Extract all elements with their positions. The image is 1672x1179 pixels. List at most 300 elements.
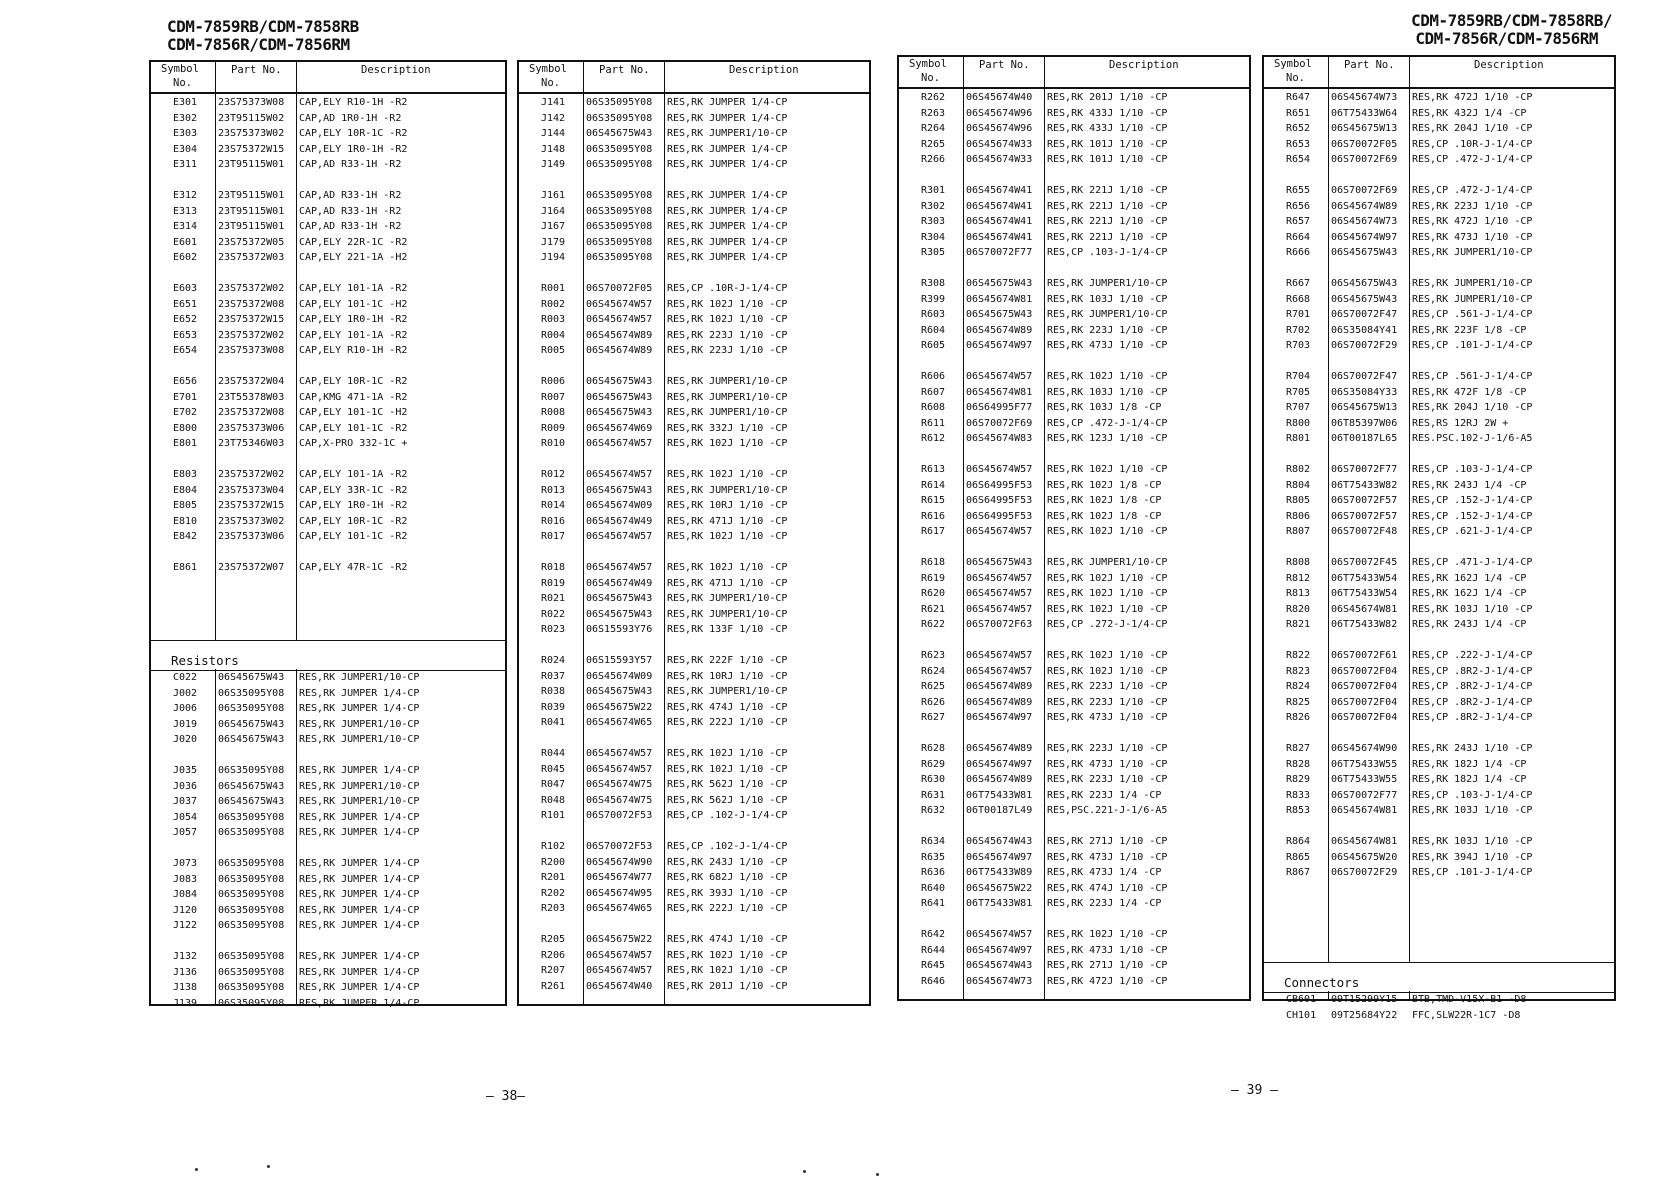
description-cell: RES,RK JUMPER1/10-CP — [1412, 278, 1533, 289]
symbol-cell: R305 — [921, 247, 946, 258]
part-no-cell: 06S45674W65 — [586, 717, 653, 728]
part-no-cell: 06S45674W89 — [1331, 200, 1398, 212]
description-cell: RES,RK 102J 1/10 -CP — [667, 531, 788, 542]
part-no-cell: 06S45674W57 — [586, 531, 653, 542]
description-cell: RES,RK 223J 1/4 -CP — [1047, 898, 1162, 909]
symbol-cell: R001 — [541, 283, 566, 294]
part-no-cell: 06S45674W81 — [1331, 836, 1398, 847]
table-row — [519, 577, 869, 593]
description-cell: RES,RK 472J 1/10 -CP — [1412, 216, 1533, 227]
description-cell: RES,RK JUMPER1/10-CP — [1047, 557, 1168, 568]
right-page-header — [1411, 12, 1612, 48]
description-cell: RES,RK 243J 1/10 -CP — [667, 856, 788, 868]
table-row — [151, 96, 505, 112]
table-row — [1264, 339, 1614, 355]
description-cell: RES,RK 102J 1/10 -CP — [1047, 572, 1168, 584]
description-cell: RES,RK 102J 1/10 -CP — [1047, 665, 1168, 677]
description-cell: RES,CP .10R-J-1/4-CP — [1412, 138, 1533, 150]
table-row — [1264, 308, 1614, 324]
description-cell: RES,RK JUMPER 1/4-CP — [299, 920, 420, 931]
symbol-cell: R018 — [541, 562, 566, 573]
description-cell: RES,RK 103J 1/10 -CP — [1047, 386, 1168, 398]
part-no-cell: 06S45674W83 — [966, 433, 1033, 444]
symbol-cell: R635 — [921, 851, 946, 863]
description-cell: RES,RK 10RJ 1/10 -CP — [667, 500, 788, 511]
part-no-cell: 23S75372W15 — [218, 500, 285, 511]
part-no-cell: 23S75373W02 — [218, 128, 285, 139]
part-no-cell: 06S45675W43 — [218, 734, 285, 745]
row-spacer — [899, 355, 1249, 371]
table-row — [899, 308, 1249, 324]
description-cell: RES,RK JUMPER 1/4-CP — [667, 159, 788, 170]
description-cell: RES,CP .102-J-1/4-CP — [667, 841, 788, 852]
symbol-cell: R003 — [541, 314, 566, 325]
description-cell: RES,RK 472F 1/8 -CP — [1412, 386, 1527, 398]
symbol-cell: R628 — [921, 743, 946, 754]
symbol-cell: E651 — [173, 298, 198, 310]
row-spacer — [151, 842, 505, 858]
symbol-cell: R265 — [921, 138, 946, 150]
part-no-cell: 06S45674W81 — [966, 386, 1033, 398]
symbol-cell: R864 — [1286, 836, 1311, 847]
table-row — [899, 773, 1249, 789]
table-row — [519, 856, 869, 872]
description-cell: RES,RK JUMPER 1/4-CP — [299, 811, 420, 823]
part-no-cell: 06S35095Y08 — [218, 982, 285, 993]
part-no-cell: 06T75433W82 — [1331, 619, 1398, 630]
table-row — [151, 561, 505, 577]
table-row — [899, 525, 1249, 541]
parts-table-3 — [897, 55, 1251, 1001]
part-no-cell: 23T55378W03 — [218, 391, 285, 403]
description-cell: RES,CP .471-J-1/4-CP — [1412, 557, 1533, 568]
part-no-cell: 23S75372W02 — [218, 329, 285, 341]
part-no-cell: 06S45674W43 — [966, 960, 1033, 971]
part-no-cell: 23S75373W08 — [218, 345, 285, 356]
description-cell: RES,RK JUMPER1/10-CP — [667, 484, 788, 496]
symbol-cell: R824 — [1286, 681, 1311, 692]
part-no-cell: 06S45675W43 — [966, 557, 1033, 568]
part-no-cell: 06S45675W43 — [1331, 293, 1398, 305]
description-cell: RES,RK 103J 1/10 -CP — [1047, 293, 1168, 305]
table-row — [899, 897, 1249, 913]
symbol-cell: R009 — [541, 422, 566, 434]
part-no-cell: 06S70072F63 — [966, 619, 1033, 630]
description-cell: RES,RK 102J 1/10 -CP — [1047, 650, 1168, 661]
row-spacer — [519, 267, 869, 283]
description-cell: RES,RK 471J 1/10 -CP — [667, 577, 788, 589]
description-cell: CAP,ELY 33R-1C -R2 — [299, 484, 408, 496]
table-row — [899, 603, 1249, 619]
symbol-cell: R812 — [1286, 572, 1311, 584]
symbol-cell: R647 — [1286, 92, 1311, 103]
table-row — [899, 293, 1249, 309]
table-row — [899, 91, 1249, 107]
symbol-cell: J138 — [173, 982, 198, 993]
table-row — [151, 468, 505, 484]
table-row — [151, 515, 505, 531]
part-no-cell: 06S45674W57 — [966, 650, 1033, 661]
table-rows — [519, 96, 869, 995]
table-row — [151, 826, 505, 842]
symbol-cell: R200 — [541, 856, 566, 868]
symbol-cell: R604 — [921, 324, 946, 336]
description-cell: RES,RK 432J 1/4 -CP — [1412, 107, 1527, 119]
part-no-cell: 06S45674W57 — [586, 562, 653, 573]
symbol-cell: R623 — [921, 650, 946, 661]
table-row — [151, 919, 505, 935]
part-no-cell: 06S45674W41 — [966, 216, 1033, 227]
symbol-cell: R263 — [921, 107, 946, 119]
description-cell: RES,RK 473J 1/10 -CP — [1047, 712, 1168, 723]
description-cell: RES,RK 223J 1/10 -CP — [1047, 681, 1168, 692]
table-row — [1264, 463, 1614, 479]
description-cell: RES,RK JUMPER 1/4-CP — [667, 190, 788, 201]
symbol-cell: R017 — [541, 531, 566, 542]
symbol-cell: J139 — [173, 997, 198, 1009]
table-row — [519, 391, 869, 407]
table-row — [899, 246, 1249, 262]
description-cell: RES,RK 102J 1/10 -CP — [667, 748, 788, 759]
symbol-cell: J002 — [173, 687, 198, 699]
symbol-cell: J019 — [173, 718, 198, 730]
table-row — [151, 764, 505, 780]
table-row — [1264, 231, 1614, 247]
description-cell: RES,RK 223J 1/10 -CP — [1047, 696, 1168, 708]
part-no-cell: 06S35095Y08 — [218, 951, 285, 962]
table-row — [899, 882, 1249, 898]
part-no-cell: 23S75372W15 — [218, 314, 285, 325]
symbol-cell: E302 — [173, 112, 198, 124]
table-row — [151, 375, 505, 391]
table-row — [899, 665, 1249, 681]
symbol-cell: R005 — [541, 345, 566, 356]
description-cell: RES,RK 473J 1/10 -CP — [1047, 758, 1168, 770]
part-no-cell: 06S35095Y08 — [586, 221, 653, 232]
table-row — [899, 463, 1249, 479]
symbol-cell: R262 — [921, 92, 946, 103]
table-row — [151, 236, 505, 252]
table-row — [519, 701, 869, 717]
row-spacer — [151, 749, 505, 765]
part-no-cell: 23S75372W15 — [218, 143, 285, 155]
part-no-cell: 06T85397W06 — [1331, 417, 1398, 429]
description-cell: RES,RK 102J 1/10 -CP — [667, 949, 788, 961]
part-no-cell: 06S45675W43 — [586, 593, 653, 604]
symbol-cell: R655 — [1286, 185, 1311, 196]
table-row — [151, 950, 505, 966]
symbol-cell: J144 — [541, 128, 566, 139]
description-cell: CAP,ELY 101-1C -H2 — [299, 298, 408, 310]
table-row — [1264, 572, 1614, 588]
description-cell: RES,RK 102J 1/8 -CP — [1047, 479, 1162, 491]
symbol-cell: R621 — [921, 603, 946, 615]
symbol-cell: R301 — [921, 185, 946, 196]
part-no-cell: 06S45674W57 — [586, 748, 653, 759]
row-spacer — [899, 541, 1249, 557]
part-no-cell: 06S45675W43 — [586, 376, 653, 387]
part-no-cell: 06S45674W65 — [586, 903, 653, 914]
part-no-cell: 06S35095Y08 — [218, 687, 285, 699]
table-row — [899, 277, 1249, 293]
symbol-cell: R611 — [921, 417, 946, 429]
description-cell: RES,RK 221J 1/10 -CP — [1047, 216, 1168, 227]
table-row — [151, 873, 505, 889]
symbol-cell: R603 — [921, 309, 946, 320]
part-no-header: Part No. — [979, 59, 1030, 71]
part-no-header: Part No. — [231, 64, 282, 76]
page-number-left: — 38— — [486, 1089, 526, 1104]
symbol-cell: R302 — [921, 200, 946, 212]
part-no-cell: 06S70072F05 — [1331, 138, 1398, 150]
symbol-cell: R801 — [1286, 433, 1311, 444]
symbol-cell: R013 — [541, 484, 566, 496]
parts-table-4 — [1262, 55, 1616, 1021]
table-row — [1264, 680, 1614, 696]
table-row — [519, 763, 869, 779]
description-cell: RES,RK 473J 1/10 -CP — [1047, 944, 1168, 956]
part-no-cell: 06S70072F77 — [1331, 789, 1398, 801]
description-cell: RES,RK JUMPER 1/4-CP — [667, 112, 788, 124]
description-cell: CAP,KMG 471-1A -R2 — [299, 391, 408, 403]
description-cell: CAP,AD R33-1H -R2 — [299, 221, 402, 232]
description-cell: RES,RK 243J 1/4 -CP — [1412, 479, 1527, 491]
description-cell: RES,RK JUMPER 1/4-CP — [299, 703, 420, 714]
table-row — [151, 251, 505, 267]
column-header-row — [1264, 57, 1614, 89]
description-cell: RES,RK 471J 1/10 -CP — [667, 515, 788, 527]
table-row — [519, 484, 869, 500]
table-row — [899, 215, 1249, 231]
part-no-cell: 06T75433W81 — [966, 898, 1033, 909]
description-cell: RES,RK 474J 1/10 -CP — [1047, 882, 1168, 894]
description-cell: RES,RK 10RJ 1/10 -CP — [667, 670, 788, 682]
symbol-cell: R102 — [541, 841, 566, 852]
part-no-cell: 06S70072F04 — [1331, 696, 1398, 708]
table-row — [1264, 804, 1614, 820]
description-cell: RES,CP .8R2-J-1/4-CP — [1412, 681, 1533, 692]
part-no-cell: 06T75433W55 — [1331, 758, 1398, 770]
table-row — [151, 437, 505, 453]
symbol-cell: R805 — [1286, 495, 1311, 506]
row-spacer — [1264, 541, 1614, 557]
description-cell: RES,CP .103-J-1/4-CP — [1047, 247, 1168, 258]
table-row — [899, 417, 1249, 433]
part-no-cell: 06T75433W54 — [1331, 572, 1398, 584]
description-cell: RES,RK 223J 1/10 -CP — [667, 345, 788, 356]
description-cell: RES,CP .102-J-1/4-CP — [667, 810, 788, 821]
table-row — [519, 298, 869, 314]
table-row — [151, 282, 505, 298]
symbol-cell: J057 — [173, 827, 198, 838]
symbol-cell: E653 — [173, 329, 198, 341]
table-row — [1264, 618, 1614, 634]
table-row — [1264, 246, 1614, 262]
table-rows — [151, 96, 505, 577]
symbol-cell: R041 — [541, 717, 566, 728]
symbol-cell: R619 — [921, 572, 946, 584]
description-cell: RES,CP .621-J-1/4-CP — [1412, 526, 1533, 537]
description-cell: RES,RK 221J 1/10 -CP — [1047, 200, 1168, 212]
part-no-cell: 06S45674W57 — [966, 929, 1033, 940]
symbol-cell: R206 — [541, 949, 566, 961]
table-row — [519, 654, 869, 670]
table-row — [519, 344, 869, 360]
part-no-cell: 06S45674W97 — [966, 851, 1033, 863]
part-no-cell: 06S45675W43 — [1331, 247, 1398, 258]
symbol-cell: R853 — [1286, 805, 1311, 816]
left-header-line2: CDM-7856R/CDM-7856RM — [167, 35, 350, 54]
part-no-cell: 23S75372W05 — [218, 236, 285, 248]
symbol-cell: R022 — [541, 608, 566, 620]
table-row — [899, 944, 1249, 960]
table-row — [1264, 417, 1614, 433]
symbol-cell: E801 — [173, 438, 198, 449]
symbol-cell: R399 — [921, 293, 946, 305]
symbol-cell: CH101 — [1286, 1009, 1317, 1021]
symbol-cell: J035 — [173, 765, 198, 776]
table-row — [1264, 993, 1614, 1009]
description-cell: RES,RK JUMPER1/10-CP — [299, 734, 420, 745]
part-no-cell: 06S45674W89 — [586, 329, 653, 341]
symbol-cell: R826 — [1286, 712, 1311, 723]
symbol-cell: R012 — [541, 469, 566, 480]
symbol-cell: R808 — [1286, 557, 1311, 568]
symbol-cell: E602 — [173, 252, 198, 263]
part-no-cell: 06S70072F69 — [1331, 185, 1398, 196]
table-row — [1264, 432, 1614, 448]
table-row — [899, 324, 1249, 340]
table-row — [519, 871, 869, 887]
part-no-cell: 06S45674W40 — [966, 92, 1033, 103]
description-cell: CAP,ELY 1R0-1H -R2 — [299, 500, 408, 511]
table-row — [519, 251, 869, 267]
part-no-cell: 06S45674W57 — [966, 572, 1033, 584]
description-cell: RES,RK 472J 1/10 -CP — [1047, 975, 1168, 987]
description-cell: RES,RK 123J 1/10 -CP — [1047, 433, 1168, 444]
symbol-no-header: No. — [1286, 72, 1305, 84]
table-row — [899, 835, 1249, 851]
symbol-cell: J164 — [541, 205, 566, 217]
symbol-header: Symbol — [909, 58, 947, 70]
description-cell: RES,RK 102J 1/10 -CP — [667, 438, 788, 449]
part-no-cell: 06S70072F47 — [1331, 371, 1398, 382]
column-header-row — [151, 62, 505, 94]
symbol-cell: E601 — [173, 236, 198, 248]
table-row — [519, 747, 869, 763]
part-no-cell: 06S35095Y08 — [218, 873, 285, 885]
table-row — [899, 370, 1249, 386]
symbol-cell: J141 — [541, 97, 566, 108]
symbol-cell: E804 — [173, 484, 198, 496]
table-row — [899, 231, 1249, 247]
table-row — [1264, 324, 1614, 340]
table-row — [899, 975, 1249, 991]
description-cell: RES,RK JUMPER 1/4-CP — [299, 873, 420, 885]
description-cell: RES,RK 223F 1/8 -CP — [1412, 324, 1527, 336]
section-title: Resistors — [171, 653, 239, 668]
symbol-cell: R702 — [1286, 324, 1311, 336]
part-no-cell: 06S45674W69 — [586, 422, 653, 434]
description-cell: RES,RK JUMPER 1/4-CP — [299, 827, 420, 838]
part-no-cell: 06S15593Y76 — [586, 624, 653, 635]
row-spacer — [151, 935, 505, 951]
table-row — [151, 671, 505, 687]
description-cell: RES,CP .152-J-1/4-CP — [1412, 510, 1533, 522]
table-row — [1264, 370, 1614, 386]
part-no-cell: 06S35095Y08 — [586, 112, 653, 124]
table-row — [1264, 494, 1614, 510]
description-cell: RES,RK 223J 1/4 -CP — [1047, 789, 1162, 801]
table-row — [151, 422, 505, 438]
row-spacer — [899, 634, 1249, 650]
table-row — [151, 391, 505, 407]
description-cell: RES,RK 102J 1/8 -CP — [1047, 510, 1162, 522]
description-cell: BTB,TMD-V15X-B1 -D8 — [1412, 994, 1527, 1005]
table-row — [519, 422, 869, 438]
description-header: Description — [1109, 59, 1179, 71]
table-row — [519, 561, 869, 577]
part-no-cell: 06S70072F57 — [1331, 510, 1398, 522]
table-row — [519, 313, 869, 329]
table-row — [1264, 293, 1614, 309]
description-cell: RES,RK 103J 1/10 -CP — [1412, 805, 1533, 816]
symbol-header: Symbol — [1274, 58, 1312, 70]
symbol-cell: R606 — [921, 371, 946, 382]
part-no-cell: 06S35095Y08 — [218, 827, 285, 838]
symbol-cell: R656 — [1286, 200, 1311, 212]
table-row — [899, 153, 1249, 169]
description-cell: RES,RK 102J 1/10 -CP — [667, 469, 788, 480]
symbol-cell: J149 — [541, 159, 566, 170]
table-row — [151, 733, 505, 749]
table-row — [899, 649, 1249, 665]
part-no-cell: 23T95115W02 — [218, 112, 285, 124]
description-cell: RES,RK 223J 1/10 -CP — [1412, 200, 1533, 212]
symbol-cell: R632 — [921, 805, 946, 816]
part-no-cell: 06S35095Y08 — [218, 997, 285, 1009]
table-row — [151, 795, 505, 811]
description-cell: RES,CP .8R2-J-1/4-CP — [1412, 712, 1533, 723]
description-cell: RES,RK JUMPER1/10-CP — [667, 391, 788, 403]
part-no-cell: 06S45674W97 — [1331, 231, 1398, 243]
part-no-cell: 06S35095Y08 — [586, 190, 653, 201]
symbol-cell: R002 — [541, 298, 566, 310]
row-spacer — [151, 546, 505, 562]
symbol-cell: R627 — [921, 712, 946, 723]
description-cell: RES,RK 204J 1/10 -CP — [1412, 402, 1533, 413]
description-cell: RES,RK 162J 1/4 -CP — [1412, 572, 1527, 584]
symbol-cell: J084 — [173, 889, 198, 900]
part-no-cell: 06S45675W43 — [586, 128, 653, 139]
symbol-cell: R006 — [541, 376, 566, 387]
description-cell: CAP,ELY R10-1H -R2 — [299, 345, 408, 356]
part-no-cell: 06T75433W54 — [1331, 588, 1398, 599]
description-cell: RES,RK 271J 1/10 -CP — [1047, 960, 1168, 971]
table-row — [899, 479, 1249, 495]
symbol-cell: R800 — [1286, 417, 1311, 429]
symbol-cell: R645 — [921, 960, 946, 971]
description-cell: CAP,ELY 22R-1C -R2 — [299, 236, 408, 248]
table-row — [1264, 866, 1614, 882]
table-row — [1264, 587, 1614, 603]
part-no-cell: 06S35084Y33 — [1331, 386, 1398, 398]
description-cell: RES,RK JUMPER 1/4-CP — [667, 205, 788, 217]
description-cell: RES,RK 393J 1/10 -CP — [667, 887, 788, 899]
part-no-cell: 06S70072F77 — [1331, 464, 1398, 475]
symbol-cell: R652 — [1286, 123, 1311, 134]
symbol-cell: R625 — [921, 681, 946, 692]
